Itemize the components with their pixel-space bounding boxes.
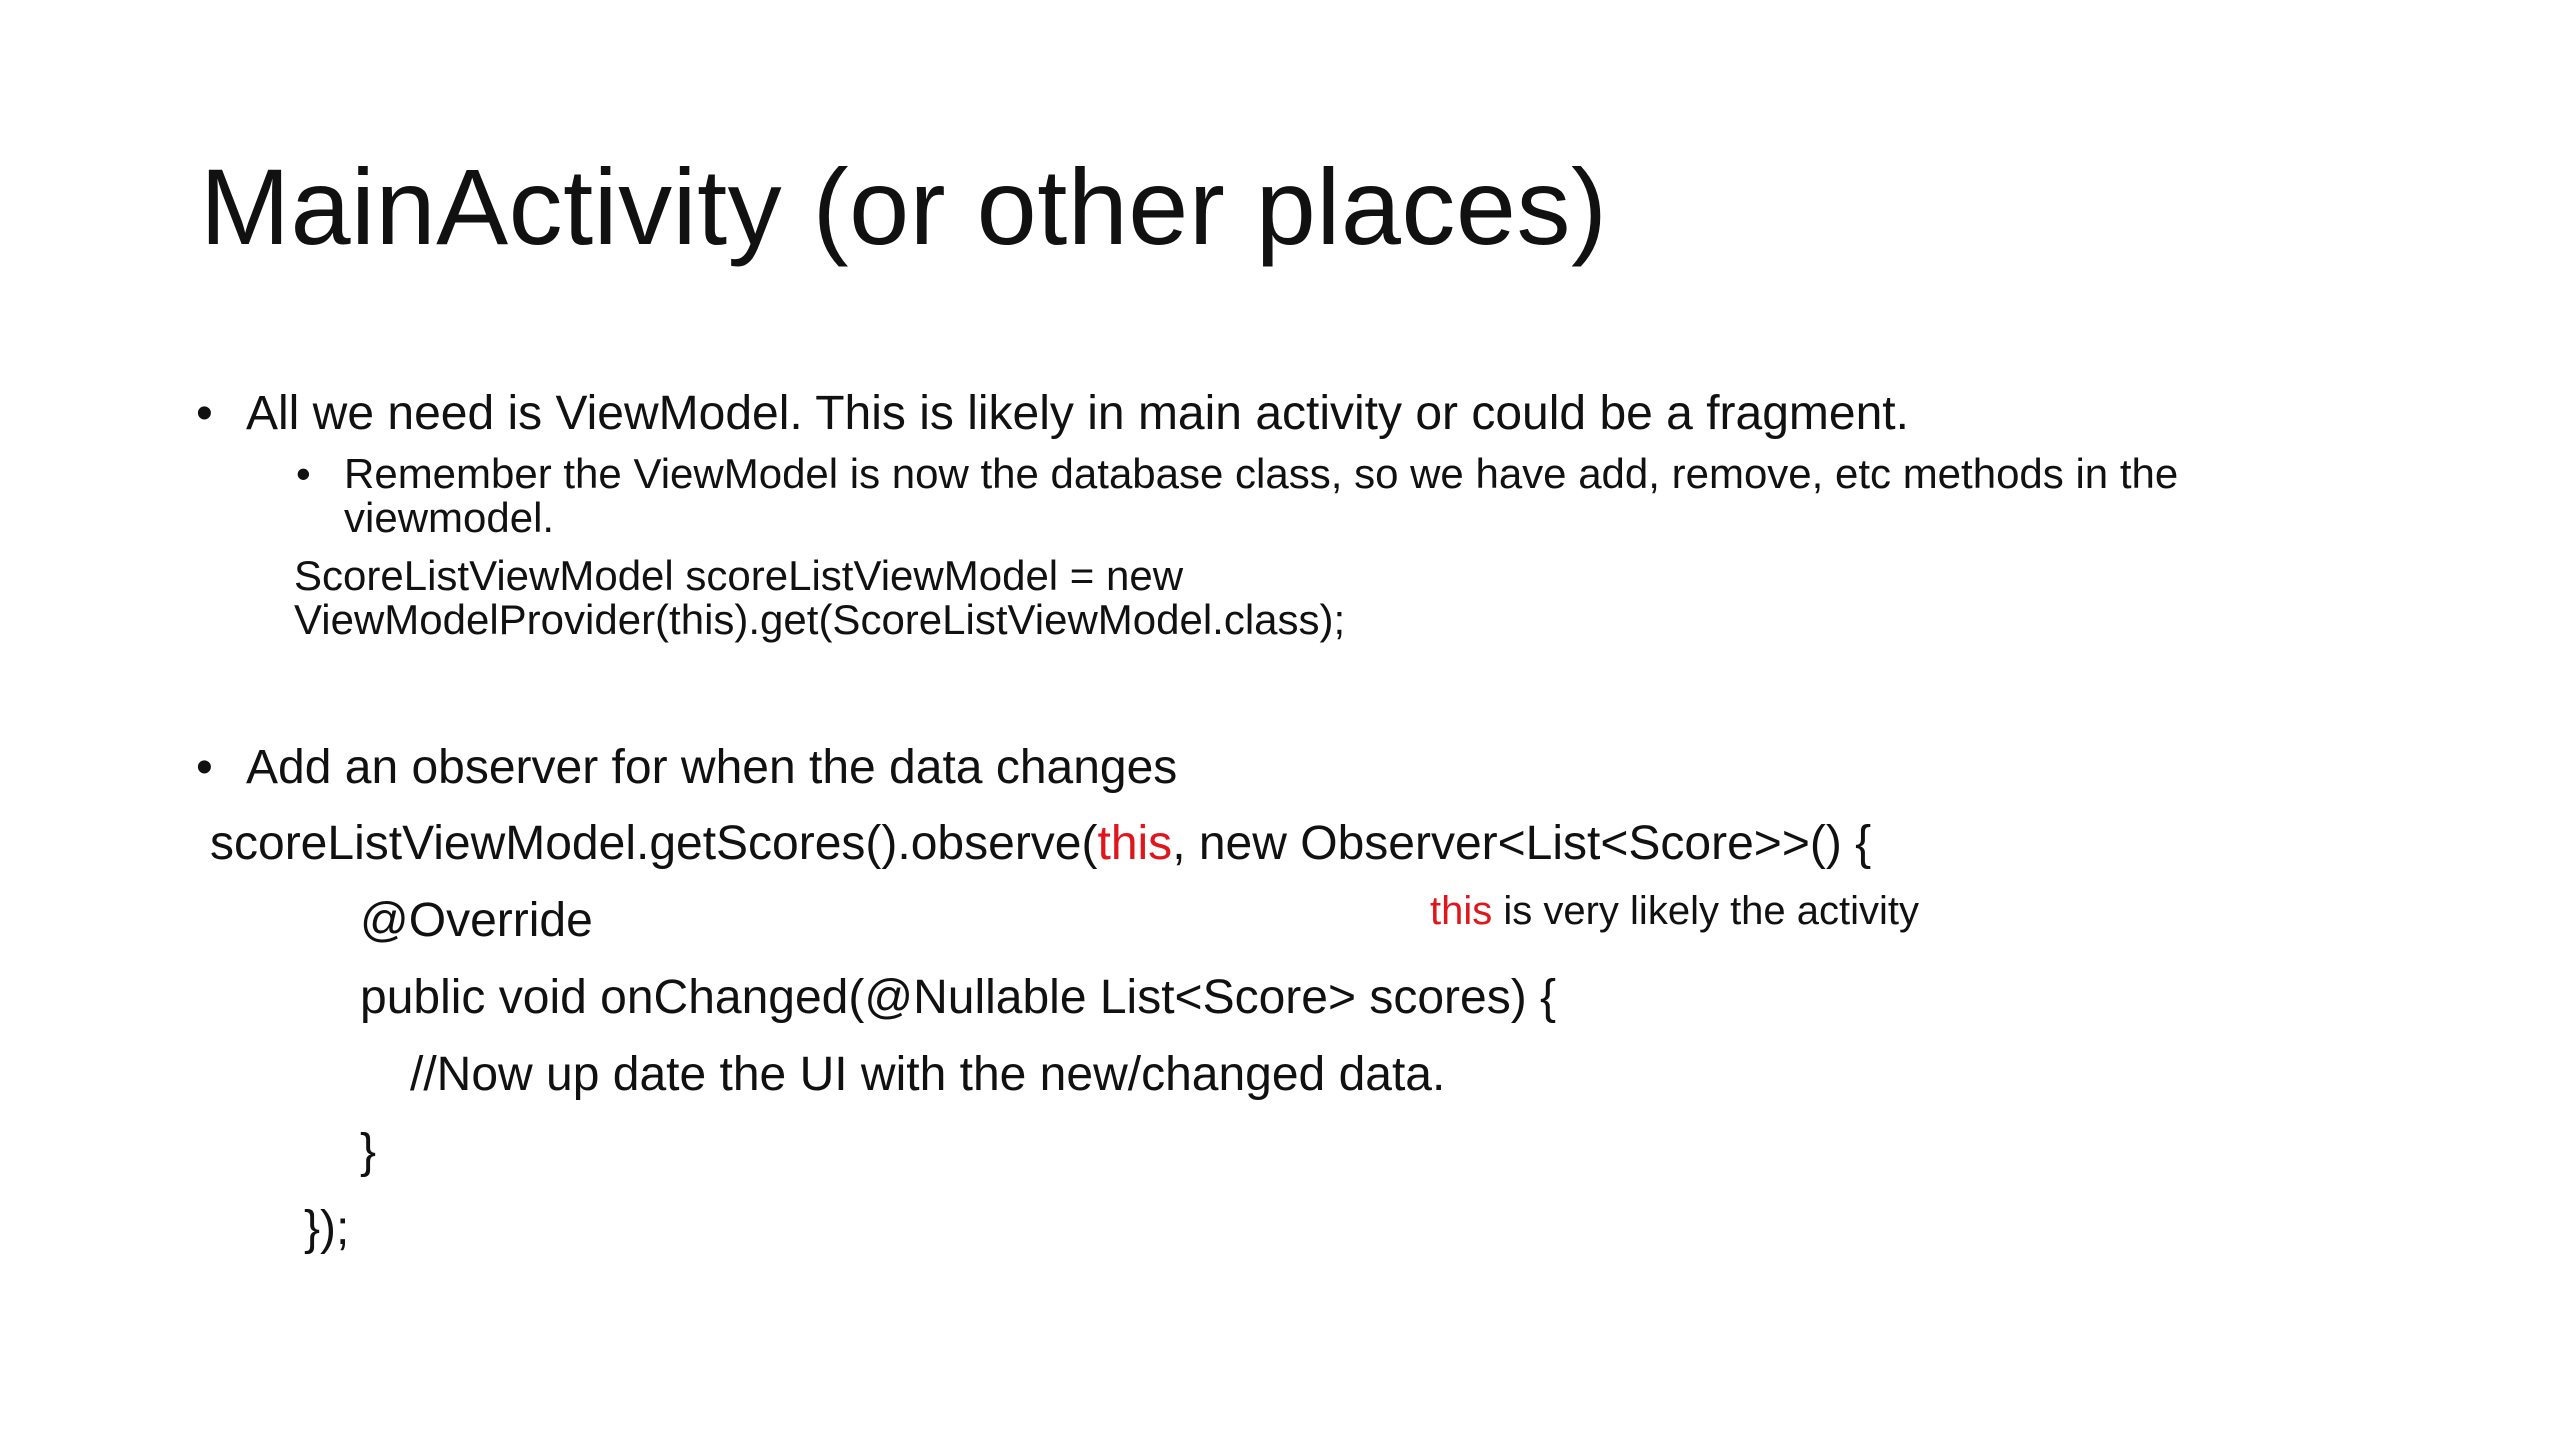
code-b-this-keyword: this <box>1097 817 1173 870</box>
bullet-2-text: Add an observer for when the data changes <box>246 741 1178 794</box>
code-b-line-2: @Override <box>360 894 593 947</box>
code-b-line-1-pre: scoreListViewModel.getScores().observe( <box>210 817 1098 870</box>
code-b-line-3: public void onChanged(@Nullable List<Score> scores) { <box>360 971 1557 1024</box>
side-note-this: this <box>1430 889 1493 933</box>
slide-title: MainActivity (or other places) <box>200 146 1608 267</box>
code-b-line-1-post: , new Observer<List<Score>>() { <box>1172 817 1872 870</box>
code-b-line-1 <box>210 816 1871 871</box>
code-b-line-4: //Now up date the UI with the new/changed data. <box>410 1048 1446 1101</box>
sub-bullet-line-1: Remember the ViewModel is now the database class, so we have add, remove, etc methods in the <box>344 450 2179 497</box>
bullet-1-text: All we need is ViewModel. This is likely in main activity or could be a fragment. <box>246 387 1909 440</box>
code-b-line-6: }); <box>304 1202 350 1255</box>
sub-bullet-line-2: viewmodel. <box>344 494 555 541</box>
side-note <box>1430 888 1919 934</box>
code-a-line-2: ViewModelProvider(this).get(ScoreListViewModel.class); <box>294 596 1346 643</box>
code-a-line-1: ScoreListViewModel scoreListViewModel = new <box>294 552 1184 599</box>
bullet-1-marker: • <box>196 387 213 440</box>
side-note-rest: is very likely the activity <box>1492 889 1920 933</box>
sub-bullet-marker: • <box>296 450 311 497</box>
bullet-2-marker: • <box>196 741 213 794</box>
code-b-line-5: } <box>360 1125 377 1178</box>
